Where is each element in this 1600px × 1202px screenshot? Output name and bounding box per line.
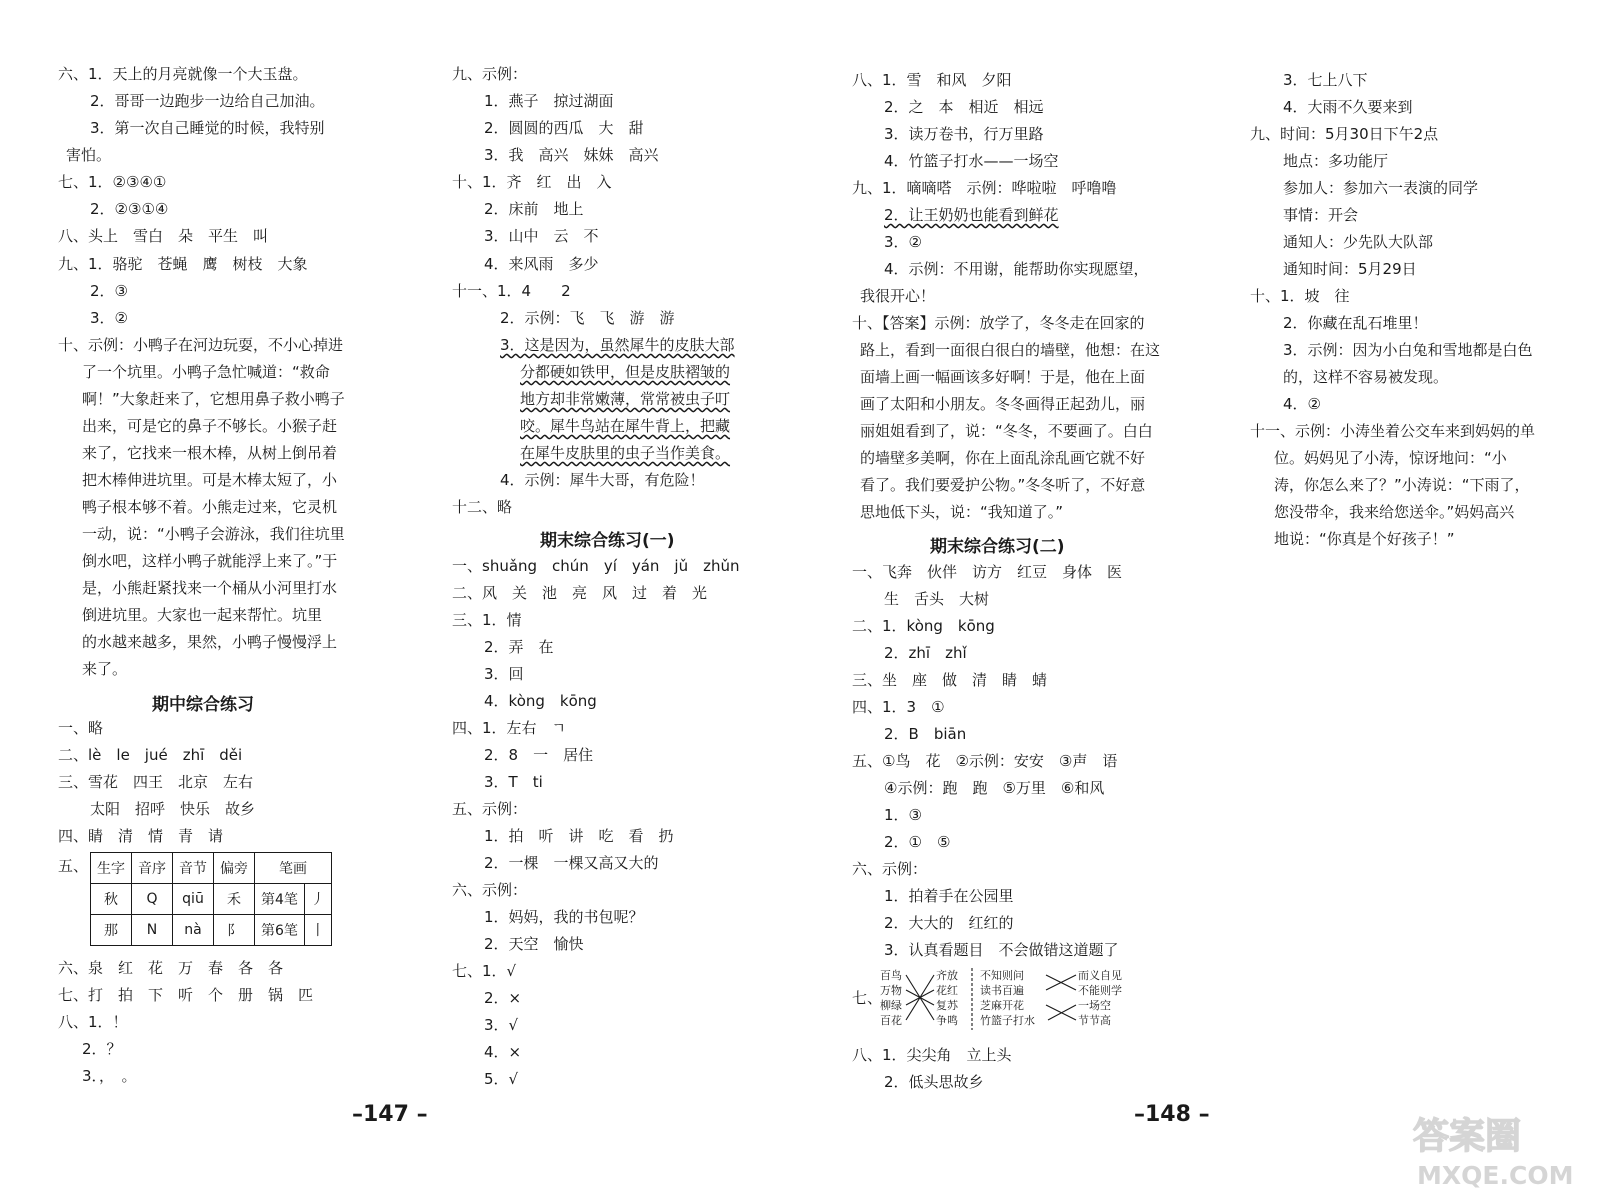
answer-line: 倒进坑里。大家也一起来帮忙。坑里	[82, 606, 323, 624]
answer-line: 九、示例：	[452, 65, 528, 83]
answer-line: 参加人：参加六一表演的同学	[1283, 179, 1479, 197]
answer-line: 一、飞奔 伙伴 访方 红豆 身体 医	[852, 563, 1123, 581]
answer-line: 2．？	[82, 1040, 122, 1058]
answer-line: 3．读万卷书，行万里路	[884, 125, 1044, 143]
answer-line: 是，小熊赶紧找来一个桶从小河里打水	[82, 579, 338, 597]
watermark-logo	[1405, 1104, 1590, 1194]
answer-line: 4．示例：犀牛大哥，有危险！	[500, 471, 705, 489]
answer-line: 2．8 一 居住	[484, 746, 594, 764]
answer-line: 二、lè le jué zhī děi	[58, 746, 243, 764]
answer-line: 五、	[58, 857, 89, 875]
answer-line: 2．低头思故乡	[884, 1073, 984, 1091]
answer-line: 出来，可是它的鼻子不够长。小猴子赶	[82, 417, 338, 435]
answer-line: 十一、1．4 2	[452, 282, 571, 300]
answer-line: 四、睛 清 情 青 请	[58, 827, 224, 845]
character-table	[90, 852, 332, 946]
table-header: 笔画	[255, 853, 332, 884]
answer-line: 四、1．左右 ㄱ	[452, 719, 567, 737]
answer-line: 十、1．坡 往	[1250, 287, 1350, 305]
answer-line: 九、1．嘀嘀嗒 示例：哗啦啦 呼噜噜	[852, 179, 1117, 197]
table-cell: 第4笔	[255, 884, 305, 915]
answer-line: 九、1．骆驼 苍蝇 鹰 树枝 大象	[58, 255, 308, 273]
answer-line: 的，这样不容易被发现。	[1283, 368, 1449, 386]
answer-line: 3．认真看题目 不会做错这道题了	[884, 941, 1119, 959]
answer-line: 地方却非常嫩薄，常常被虫子叮	[520, 390, 731, 408]
answer-line: 的墙壁多美啊，你在上面乱涂乱画它就不好	[860, 449, 1146, 467]
answer-line: 2．圆圆的西瓜 大 甜	[484, 119, 644, 137]
answer-line: 2．大大的 红红的	[884, 914, 1014, 932]
answer-line: 2．B biān	[884, 725, 967, 743]
answer-line: 通知时间：5月29日	[1283, 260, 1417, 278]
answer-line: 3．， 。	[82, 1067, 137, 1085]
answer-line: 八、头上 雪白 朵 平生 叫	[58, 227, 269, 245]
match-left-a: 百鸟	[880, 969, 902, 982]
matching-diagram	[880, 966, 1140, 1036]
answer-line: 太阳 招呼 快乐 故乡	[90, 800, 256, 818]
answer-line: 害怕。	[66, 146, 112, 164]
midterm-title: 期中综合练习	[152, 695, 254, 715]
answer-line: 1．妈妈，我的书包呢？	[484, 908, 644, 926]
match-left-b: 争鸣	[936, 1014, 958, 1027]
answer-line: 思地低下头，说：“我知道了。”	[860, 503, 1064, 521]
match-right-b: 而义自见	[1078, 969, 1122, 982]
answer-line: 啊！”大象赶来了，它想用鼻子救小鸭子	[82, 390, 345, 408]
answer-line: 3．T ti	[484, 773, 543, 791]
answer-line: 2．之 本 相近 相远	[884, 98, 1044, 116]
answer-line: 画了太阳和小朋友。冬冬画得正起劲儿，丽	[860, 395, 1146, 413]
answer-line: 来了。	[82, 660, 128, 678]
answer-line: 六、泉 红 花 万 春 各 各	[58, 959, 284, 977]
answer-line: ④示例：跑 跑 ⑤万里 ⑥和风	[884, 779, 1105, 797]
table-cell: 阝	[214, 915, 255, 946]
answer-line: 五、示例：	[452, 800, 528, 818]
answer-line: 三、雪花 四王 北京 左右	[58, 773, 254, 791]
answer-line: 1．拍着手在公园里	[884, 887, 1014, 905]
answer-line: 一动，说：“小鸭子会游泳，我们往坑里	[82, 525, 345, 543]
page-number: –148 –	[1134, 1102, 1210, 1127]
answer-line: 八、1．雪 和风 夕阳	[852, 71, 1012, 89]
answer-line: 2．① ⑤	[884, 833, 951, 851]
table-cell: Q	[132, 884, 173, 915]
final2-title: 期末综合练习(二)	[930, 537, 1065, 557]
answer-line: 丽姐姐看到了，说：“冬冬，不要画了。白白	[860, 422, 1153, 440]
answer-line: 的水越来越多，果然，小鸭子慢慢浮上	[82, 633, 338, 651]
answer-line: 4．大雨不久要来到	[1283, 98, 1413, 116]
answer-line: 2．哥哥一边跑步一边给自己加油。	[90, 92, 325, 110]
answer-line: 2．zhī zhǐ	[884, 644, 967, 662]
answer-line: 5．√	[484, 1070, 519, 1088]
answer-line: 3．第一次自己睡觉的时候，我特别	[90, 119, 325, 137]
match-left-a: 柳绿	[880, 999, 902, 1012]
watermark-top: 答案圈	[1413, 1116, 1522, 1157]
answer-line: 1．拍 听 讲 吃 看 扔	[484, 827, 674, 845]
answer-line: 九、时间：5月30日下午2点	[1250, 125, 1439, 143]
match-left-b: 花红	[936, 984, 958, 997]
answer-line: 在犀牛皮肤里的虫子当作美食。	[520, 444, 731, 462]
answer-line: 看了。我们要爱护公物。”冬冬听了，不好意	[860, 476, 1146, 494]
answer-line: 六、示例：	[852, 860, 928, 878]
answer-line: 十二、略	[452, 498, 513, 516]
answer-line: 2．③	[90, 282, 128, 300]
answer-line: 三、坐 座 做 清 睛 蜻	[852, 671, 1048, 689]
final1-title: 期末综合练习(一)	[540, 531, 675, 551]
answer-line: 事情：开会	[1283, 206, 1359, 224]
table-header: 偏旁	[214, 853, 255, 884]
answer-line: 七、打 拍 下 听 个 册 锅 匹	[58, 986, 314, 1004]
answer-line: 2．床前 地上	[484, 200, 584, 218]
answer-line: 四、1．3 ①	[852, 698, 945, 716]
table-cell: 丿	[304, 884, 331, 915]
answer-line: 2．你藏在乱石堆里！	[1283, 314, 1428, 332]
match-right-a: 读书百遍	[980, 984, 1024, 997]
answer-line: 了一个坑里。小鸭子急忙喊道：“救命	[82, 363, 330, 381]
answer-line: 2．一棵 一棵又高又大的	[484, 854, 659, 872]
answer-line: 地说：“你真是个好孩子！”	[1274, 530, 1455, 548]
answer-line: 七、1．√	[452, 962, 517, 980]
answer-line: 八、1．！	[58, 1013, 128, 1031]
answer-line: 4．来风雨 多少	[484, 255, 599, 273]
answer-line: 3．回	[484, 665, 524, 683]
answer-line: 2．示例：飞 飞 游 游	[500, 309, 675, 327]
answer-line: 2．天空 愉快	[484, 935, 584, 953]
answer-line: 把木棒伸进坑里。可是木棒太短了，小	[82, 471, 338, 489]
table-cell: 第6笔	[255, 915, 305, 946]
match-left-b: 复苏	[936, 999, 958, 1012]
table-header: 生字	[91, 853, 132, 884]
answer-line: 八、1．尖尖角 立上头	[852, 1046, 1012, 1064]
table-header: 音节	[173, 853, 214, 884]
answer-line: 3．七上八下	[1283, 71, 1368, 89]
answer-line: 1．③	[884, 806, 922, 824]
table-cell: N	[132, 915, 173, 946]
answer-line: 一、shuǎng chún yí yán jǔ zhǔn	[452, 557, 740, 575]
table-cell: 禾	[214, 884, 255, 915]
answer-line: 面墙上画一幅画该多好啊！于是，他在上面	[860, 368, 1146, 386]
table-row	[91, 884, 332, 915]
answer-line: 通知人：少先队大队部	[1283, 233, 1434, 251]
answer-line: 一、略	[58, 719, 104, 737]
answer-line: 4．②	[1283, 395, 1321, 413]
match-right-b: 节节高	[1078, 1014, 1111, 1027]
answer-line: 您没带伞，我来给您送伞。”妈妈高兴	[1274, 503, 1515, 521]
answer-line: 十、【答案】示例：放学了，冬冬走在回家的	[852, 314, 1145, 332]
table-cell: qiū	[173, 884, 214, 915]
watermark-bottom: MXQE.COM	[1417, 1161, 1574, 1190]
answer-line: 三、1．情	[452, 611, 522, 629]
answer-line: 十、1．齐 红 出 入	[452, 173, 612, 191]
match-right-b: 一场空	[1078, 999, 1111, 1012]
answer-line: 七、	[852, 989, 883, 1007]
answer-line: 2．×	[484, 989, 522, 1007]
answer-line: 2．让王奶奶也能看到鲜花	[884, 206, 1059, 224]
answer-line: 涛，你怎么来了？”小涛说：“下雨了，	[1274, 476, 1530, 494]
table-row	[91, 915, 332, 946]
page-number: –147 –	[352, 1102, 428, 1127]
answer-line: 倒水吧，这样小鸭子就能浮上来了。”于	[82, 552, 338, 570]
answer-line: 二、1．kòng kōng	[852, 617, 995, 635]
answer-line: 六、1．天上的月亮就像一个大玉盘。	[58, 65, 308, 83]
answer-line: 2．②③①④	[90, 200, 169, 218]
match-left-a: 万物	[880, 984, 902, 997]
answer-line: 3．②	[90, 309, 128, 327]
match-left-a: 百花	[880, 1014, 902, 1027]
table-cell: 秋	[91, 884, 132, 915]
answer-line: 位。妈妈见了小涛，惊讶地问：“小	[1274, 449, 1507, 467]
answer-line: 3．示例：因为小白兔和雪地都是白色	[1283, 341, 1533, 359]
answer-line: 4．kòng kōng	[484, 692, 597, 710]
answer-line: 3．这是因为，虽然犀牛的皮肤大部	[500, 336, 735, 354]
answer-line: 3．②	[884, 233, 922, 251]
match-right-a: 不知则问	[980, 969, 1024, 982]
answer-line: 分都硬如铁甲，但是皮肤褶皱的	[520, 363, 731, 381]
match-right-b: 不能则学	[1078, 984, 1122, 997]
answer-line: 五、①鸟 花 ②示例：安安 ③声 语	[852, 752, 1118, 770]
answer-line: 十、示例：小鸭子在河边玩耍，不小心掉进	[58, 336, 344, 354]
answer-line: 3．山中 云 不	[484, 227, 599, 245]
answer-line: 六、示例：	[452, 881, 528, 899]
answer-line: 路上，看到一面很白很白的墙壁，他想：在这	[860, 341, 1161, 359]
answer-line: 七、1．②③④①	[58, 173, 167, 191]
answer-line: 我很开心！	[860, 287, 936, 305]
answer-line: 鸭子根本够不着。小熊走过来，它灵机	[82, 498, 338, 516]
answer-line: 4．示例：不用谢，能帮助你实现愿望，	[884, 260, 1149, 278]
answer-line: 4．×	[484, 1043, 522, 1061]
table-header-row	[91, 853, 332, 884]
table-cell: 那	[91, 915, 132, 946]
answer-line: 2．弄 在	[484, 638, 554, 656]
answer-line: 十一、示例：小涛坐着公交车来到妈妈的单	[1250, 422, 1536, 440]
answer-line: 4．竹篮子打水——一场空	[884, 152, 1059, 170]
answer-line: 3．√	[484, 1016, 519, 1034]
answer-line: 咬。犀牛鸟站在犀牛背上，把藏	[520, 417, 731, 435]
match-right-a: 竹篮子打水	[980, 1014, 1035, 1027]
match-left-b: 齐放	[936, 969, 958, 982]
table-header: 音序	[132, 853, 173, 884]
match-right-a: 芝麻开花	[980, 999, 1024, 1012]
answer-line: 地点：多功能厅	[1283, 152, 1389, 170]
answer-line: 生 舌头 大树	[884, 590, 990, 608]
answer-line: 3．我 高兴 妹妹 高兴	[484, 146, 659, 164]
answer-line: 二、风 关 池 亮 风 过 着 光	[452, 584, 708, 602]
table-cell: 丨	[304, 915, 331, 946]
answer-line: 1．燕子 掠过湖面	[484, 92, 614, 110]
answer-line: 来了，它找来一根木棒，从树上倒吊着	[82, 444, 338, 462]
table-cell: nà	[173, 915, 214, 946]
